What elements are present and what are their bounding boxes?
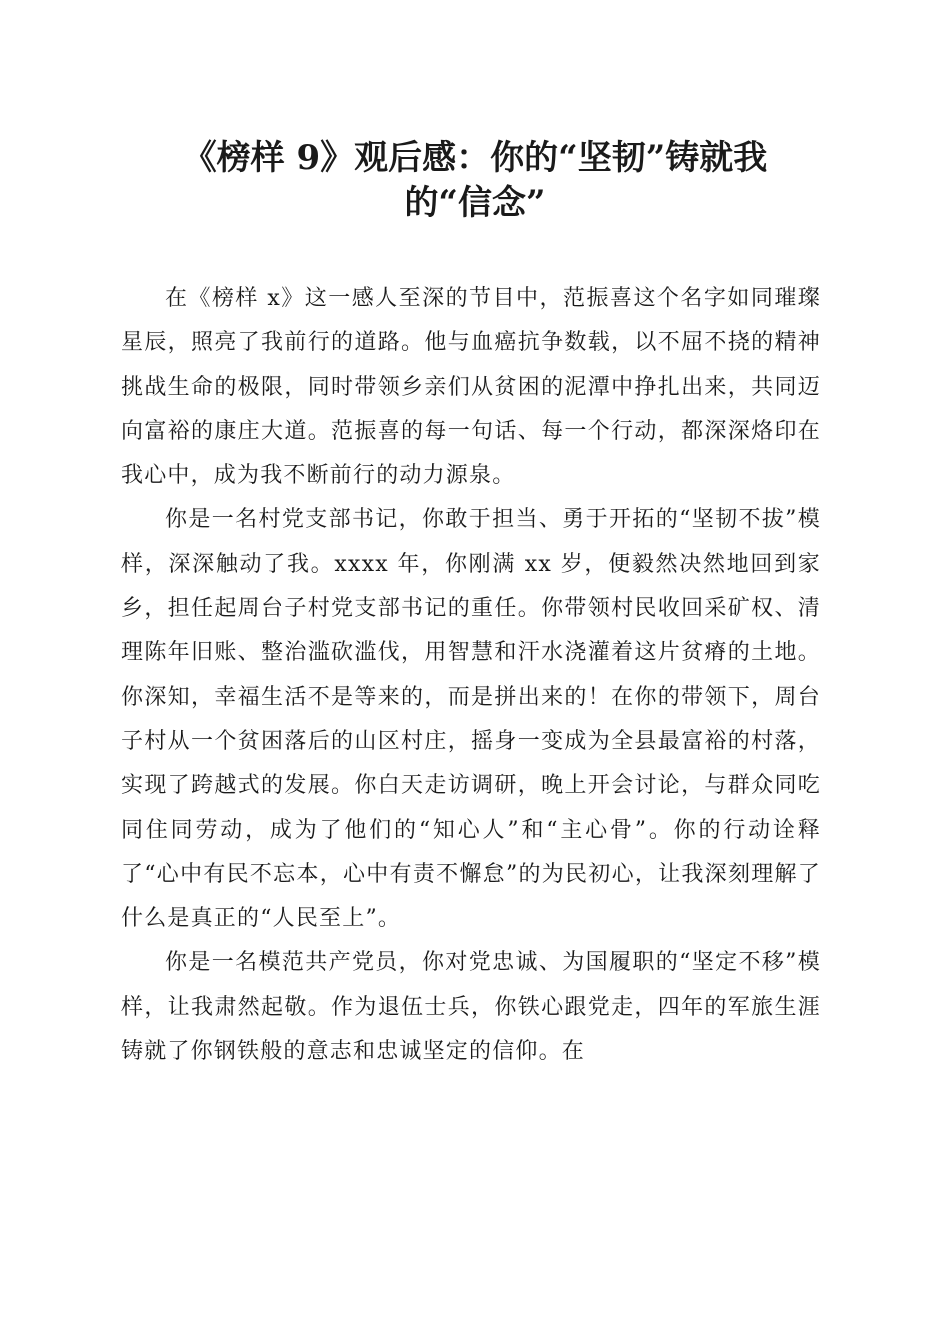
title-line-2: 的“信念” [404,183,546,223]
paragraph: 在《榜样 x》这一感人至深的节目中，范振喜这个名字如同璀璨星辰，照亮了我前行的道路。他与血癌抗争数载，以不屈不挠的精神挑战生命的极限，同时带领乡亲们从贫困的泥潭中挣扎出来，共同迈向富裕的康庄大道。范振喜的每一句话、每一个行动，都深深烙印在我心中，成为我不断前行的动力源泉。 [121,286,821,489]
paragraph: 你是一名村党支部书记，你敢于担当、勇于开拓的“坚韧不拔”模样，深深触动了我。xxxx 年，你刚满 xx 岁，便毅然决然地回到家乡，担任起周台子村党支部书记的重任。你带领村民收回采矿权、清理陈年旧账、整治滥砍滥伐，用智慧和汗水浇灌着这片贫瘠的土地。你深知，幸福生活不是等来的，而是拼出来的！在你的带领下，周台子村从一个贫困落后的山区村庄，摇身一变成为全县最富裕的村落，实现了跨越式的发展。你白天走访调研，晚上开会讨论，与群众同吃同住同劳动，成为了他们的“知心人”和“主心骨”。你的行动诠释了“心中有民不忘本，心中有责不懈怠”的为民初心，让我深刻理解了什么是真正的“人民至上”。 [121,507,821,932]
document-title [120,136,830,226]
title-line-1: 《榜样 9》观后感：你的“坚韧”铸就我 [182,138,768,178]
paragraph: 你是一名模范共产党员，你对党忠诚、为国履职的“坚定不移”模样，让我肃然起敬。作为退伍士兵，你铁心跟党走，四年的军旅生涯铸就了你钢铁般的意志和忠诚坚定的信仰。在 [121,950,821,1065]
document-body [121,277,821,1074]
